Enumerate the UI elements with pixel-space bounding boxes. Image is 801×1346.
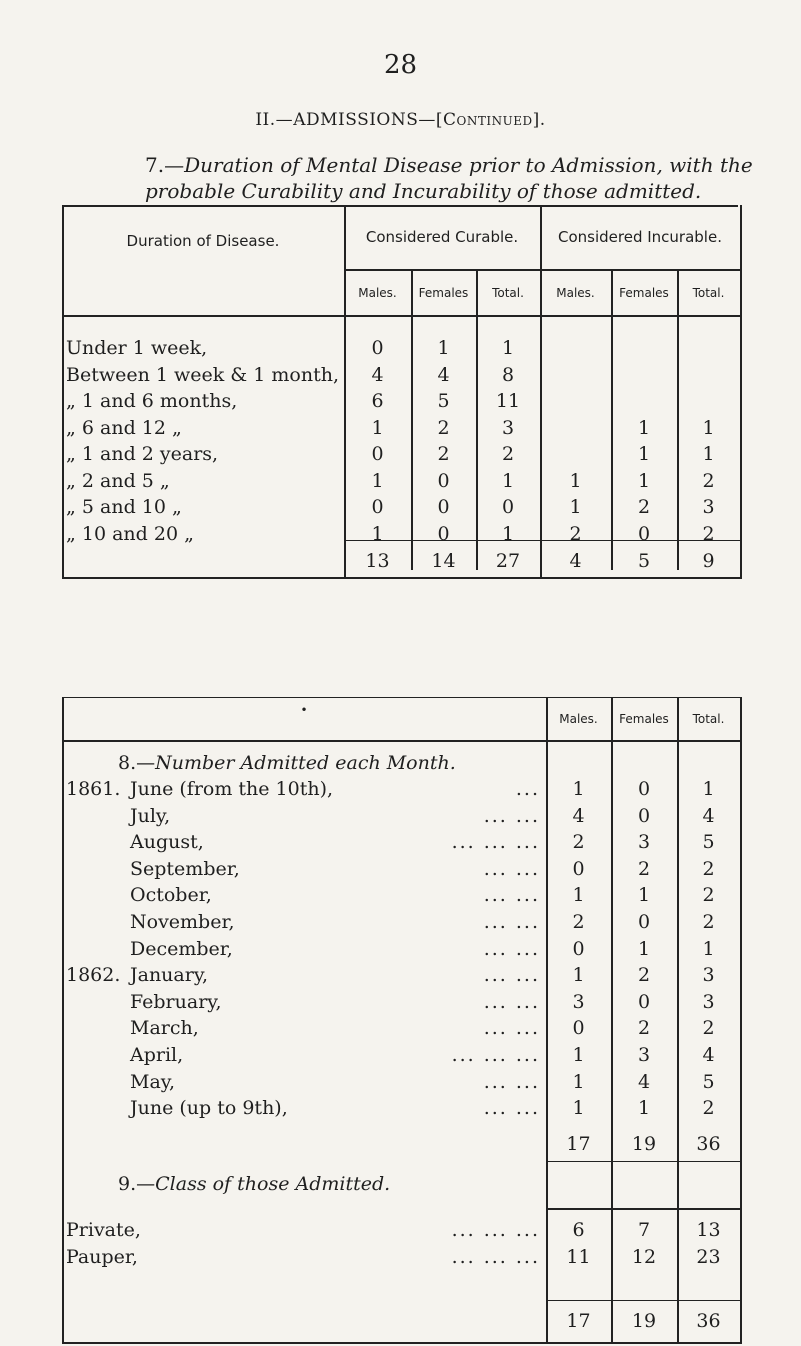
table-row-ct: 0 (501, 496, 515, 518)
table-8-top-rule (62, 697, 740, 698)
table-row-im (540, 337, 611, 359)
table-9-total-females: 19 (631, 1310, 657, 1332)
table-row-ct: 1 (501, 522, 515, 545)
table-row-it: 2 (702, 522, 715, 545)
table-row-label: January, (130, 964, 209, 987)
table-row-label: Private, (66, 1219, 141, 1241)
table-row-if (611, 390, 677, 412)
table-8-total-females: 19 (631, 1133, 657, 1155)
table-row-males: 1 (572, 884, 585, 907)
table-8-header-total: Total. (692, 712, 725, 726)
table-row-cf: 0 (437, 496, 450, 518)
total-incurable-males: 4 (569, 550, 582, 572)
table-8-header-males: Males. (559, 712, 598, 726)
table-row-total: 1 (702, 778, 715, 800)
table-row-im: 1 (569, 496, 582, 518)
caption-text-e: Incurability of those admitted. (392, 179, 702, 203)
table-row-label: April, (130, 1044, 184, 1066)
table-row-year (66, 911, 124, 933)
table-row-males: 0 (572, 1017, 585, 1040)
table-row-year (66, 858, 124, 880)
header-curable-total: Total. (492, 286, 524, 300)
table-row-females: 1 (637, 884, 651, 907)
caption-text-c: probable Curability (145, 179, 343, 203)
table-8-title (118, 752, 456, 774)
header-incurable-total: Total. (692, 286, 725, 300)
table-row-im (540, 443, 611, 465)
table-row-males: 1 (572, 778, 585, 800)
table-row-total: 5 (702, 1070, 715, 1093)
table-row-label: May, (130, 1070, 176, 1093)
table-9-sum-rule (546, 1300, 740, 1301)
header-considered-incurable: Considered Incurable. (558, 228, 722, 246)
table-row-im (540, 390, 611, 412)
table-row-if (611, 337, 677, 359)
table-7-top-rule (62, 205, 738, 207)
table-row-males: 2 (572, 831, 585, 854)
table-row-if: 1 (637, 416, 651, 439)
table-row-label: February, (130, 990, 222, 1013)
table-row-cm: 1 (371, 522, 384, 545)
table-row-cm: 1 (371, 416, 384, 439)
table-8-sum-rule (546, 1161, 740, 1162)
table-8-title-text: Number Admitted each Month. (155, 752, 456, 774)
header-incurable-males: Males. (556, 286, 595, 300)
table-row-males: 1 (572, 964, 585, 987)
table-row-leader-dots: ... ... (483, 857, 540, 880)
table-9-title (118, 1173, 390, 1195)
header-mark: • (300, 703, 308, 717)
table-row-cf: 5 (437, 390, 450, 412)
table-row-cm: 4 (371, 363, 384, 386)
table-row-ct: 1 (501, 337, 515, 359)
table-row-males: 2 (572, 911, 585, 933)
table-row-leader-dots: ... ... ... (451, 1044, 540, 1066)
table-7-left-rule (62, 205, 64, 579)
table-row-label: „ 10 and 20 „ (66, 522, 194, 545)
table-row-leader-dots: ... ... (483, 937, 540, 960)
table-row-label: November, (130, 911, 235, 933)
table-row-cm: 6 (371, 390, 384, 412)
table-row-ct: 2 (501, 443, 515, 465)
table-row-label: July, (130, 804, 171, 827)
table-7-bottom-rule (62, 577, 742, 579)
table-row-males: 0 (572, 857, 585, 880)
table-row-it: 1 (702, 416, 715, 439)
table-row-cf: 2 (437, 416, 450, 439)
table-row-label: October, (130, 884, 212, 907)
table-row-cf: 0 (437, 522, 450, 545)
table-row-year (66, 991, 124, 1013)
table-row-label: Between 1 week & 1 month, (66, 363, 339, 386)
table-row-it: 1 (702, 443, 715, 465)
table-row-year (66, 831, 124, 853)
table-row-males: 1 (572, 1044, 585, 1066)
table-row-label: Pauper, (66, 1246, 138, 1268)
table-row-females: 0 (637, 911, 651, 933)
table-8-right-rule (740, 697, 742, 1343)
table-row-cf: 4 (437, 363, 450, 386)
table-8-total-males: 17 (566, 1133, 591, 1155)
table-row-total: 13 (696, 1219, 721, 1241)
table-8-header-rule (62, 740, 740, 742)
table-row-if: 1 (637, 443, 651, 465)
table-row-males: 0 (572, 937, 585, 960)
section-heading-prefix: II.— (255, 110, 294, 130)
table-row-total: 23 (696, 1246, 721, 1268)
header-incurable-females: Females (619, 286, 669, 300)
header-curable-males: Males. (358, 286, 397, 300)
table-row-year: 1862. (66, 964, 121, 987)
table-row-females: 7 (637, 1219, 651, 1241)
section-heading-title: ADMISSIONS (293, 110, 419, 130)
table-8-total-rule (546, 1208, 740, 1210)
table-row-leader-dots: ... ... ... (451, 831, 540, 854)
table-row-leader-dots: ... (515, 778, 540, 800)
table-row-im (540, 364, 611, 386)
table-row-total: 4 (702, 804, 715, 827)
table-7-group-rule (344, 269, 742, 271)
table-row-cm: 0 (371, 496, 384, 518)
caption-text-d: and (348, 179, 387, 203)
table-row-label: March, (130, 1017, 199, 1040)
table-row-im (540, 417, 611, 439)
header-considered-curable: Considered Curable. (365, 228, 519, 246)
table-row-total: 2 (702, 911, 715, 933)
table-row-year: 1861. (66, 778, 121, 800)
table-row-total: 2 (702, 1017, 715, 1040)
table-row-label: Under 1 week, (66, 337, 208, 359)
table-row-males: 1 (572, 1070, 585, 1093)
table-8-header-females: Females (619, 712, 669, 726)
table-row-total: 3 (702, 964, 715, 987)
table-row-label: „ 5 and 10 „ (66, 496, 182, 518)
table-row-females: 2 (637, 964, 651, 987)
table-row-it: 2 (702, 469, 715, 492)
table-row-females: 4 (637, 1070, 651, 1093)
table-row-leader-dots: ... ... (483, 1017, 540, 1040)
table-row-year (66, 1097, 124, 1119)
table-row-label: December, (130, 937, 233, 960)
table-row-cf: 1 (437, 337, 450, 359)
table-row-total: 4 (702, 1044, 715, 1066)
table-row-total: 2 (702, 1097, 715, 1120)
table-row-total: 2 (702, 857, 715, 880)
table-7-header-rule-right (344, 315, 742, 317)
table-row-males: 11 (566, 1246, 591, 1268)
table-9-title-number: 9.— (118, 1173, 156, 1195)
table-row-leader-dots: ... ... (483, 1070, 540, 1093)
table-9-title-text: Class of those Admitted. (155, 1173, 391, 1195)
table-row-year (66, 884, 124, 906)
table-row-leader-dots: ... ... ... (451, 1219, 540, 1241)
table-row-females: 0 (637, 804, 651, 827)
table-7-right-rule (740, 205, 742, 579)
table-row-males: 6 (572, 1219, 585, 1241)
table-row-it: 3 (702, 496, 715, 518)
table-row-cf: 2 (437, 443, 450, 465)
table-8-title-number: 8.— (118, 752, 156, 774)
table-row-if: 1 (637, 469, 651, 492)
table-row-females: 0 (637, 778, 651, 800)
table-8-total-total: 36 (696, 1133, 721, 1155)
section-heading (0, 110, 801, 130)
caption-number: 7.— (145, 153, 185, 177)
table-row-it (677, 390, 740, 412)
table-row-year (66, 805, 124, 827)
caption-text-a: Duration of Mental Disease prior to Admission, (184, 153, 663, 177)
table-row-males: 4 (572, 804, 585, 827)
table-9-total-males: 17 (566, 1310, 591, 1332)
table-row-label: „ 1 and 2 years, (66, 443, 219, 465)
table-row-year (66, 938, 124, 960)
table-row-males: 1 (572, 1097, 585, 1120)
page-number: 28 (383, 50, 418, 80)
table-row-leader-dots: ... ... (483, 990, 540, 1013)
table-row-label: June (from the 10th), (130, 778, 334, 800)
table-row-cm: 1 (371, 469, 384, 492)
header-duration: Duration of Disease. (126, 232, 280, 250)
table-7-header-rule-left (62, 315, 344, 317)
table-row-females: 3 (637, 831, 651, 854)
table-row-leader-dots: ... ... (483, 964, 540, 987)
table-row-year (66, 1044, 124, 1066)
header-curable-females: Females (418, 286, 469, 300)
table-9-bottom-rule (62, 1342, 742, 1344)
table-9-total-total: 36 (696, 1310, 721, 1332)
table-row-females: 1 (637, 1097, 651, 1120)
total-incurable-females: 5 (637, 550, 651, 572)
table-row-females: 2 (637, 857, 651, 880)
table-row-leader-dots: ... ... (483, 911, 540, 933)
table-row-leader-dots: ... ... ... (451, 1246, 540, 1268)
table-row-leader-dots: ... ... (483, 1097, 540, 1120)
table-row-cf: 0 (437, 469, 450, 492)
total-curable-total: 27 (495, 550, 521, 572)
table-7-caption (145, 152, 765, 204)
table-row-females: 3 (637, 1044, 651, 1066)
table-row-if: 2 (637, 496, 651, 518)
table-row-if: 0 (637, 522, 651, 545)
table-row-label: „ 1 and 6 months, (66, 390, 238, 412)
table-row-ct: 3 (501, 416, 515, 439)
table-row-label: June (up to 9th), (130, 1097, 288, 1120)
table-row-leader-dots: ... ... (483, 884, 540, 907)
table-row-ct: 1 (501, 469, 515, 492)
table-row-total: 1 (702, 937, 715, 960)
caption-text-b: with the (669, 153, 753, 177)
table-row-cm: 0 (371, 443, 384, 465)
table-row-females: 0 (637, 990, 651, 1013)
total-curable-males: 13 (365, 550, 390, 572)
table-row-females: 12 (631, 1246, 657, 1268)
table-row-total: 2 (702, 884, 715, 907)
table-row-leader-dots: ... ... (483, 804, 540, 827)
table-row-ct: 11 (495, 390, 521, 412)
section-heading-suffix: —[Continued]. (418, 110, 546, 130)
table-row-label: „ 6 and 12 „ (66, 416, 182, 439)
table-row-ct: 8 (501, 363, 515, 386)
table-row-it (677, 364, 740, 386)
total-incurable-total: 9 (702, 550, 715, 572)
table-row-it (677, 337, 740, 359)
total-curable-females: 14 (431, 550, 456, 572)
table-row-cm: 0 (371, 337, 384, 359)
table-row-total: 3 (702, 990, 715, 1013)
table-row-year (66, 1071, 124, 1093)
table-row-year (66, 1017, 124, 1039)
table-row-females: 2 (637, 1017, 651, 1040)
table-row-label: September, (130, 857, 240, 880)
table-row-females: 1 (637, 937, 651, 960)
table-row-im: 1 (569, 469, 582, 492)
table-row-label: August, (130, 831, 204, 854)
table-row-total: 5 (702, 831, 715, 854)
table-row-label: „ 2 and 5 „ (66, 469, 170, 492)
table-8-left-rule (62, 697, 64, 1343)
table-row-im: 2 (569, 522, 582, 545)
table-row-males: 3 (572, 990, 585, 1013)
table-row-if (611, 364, 677, 386)
